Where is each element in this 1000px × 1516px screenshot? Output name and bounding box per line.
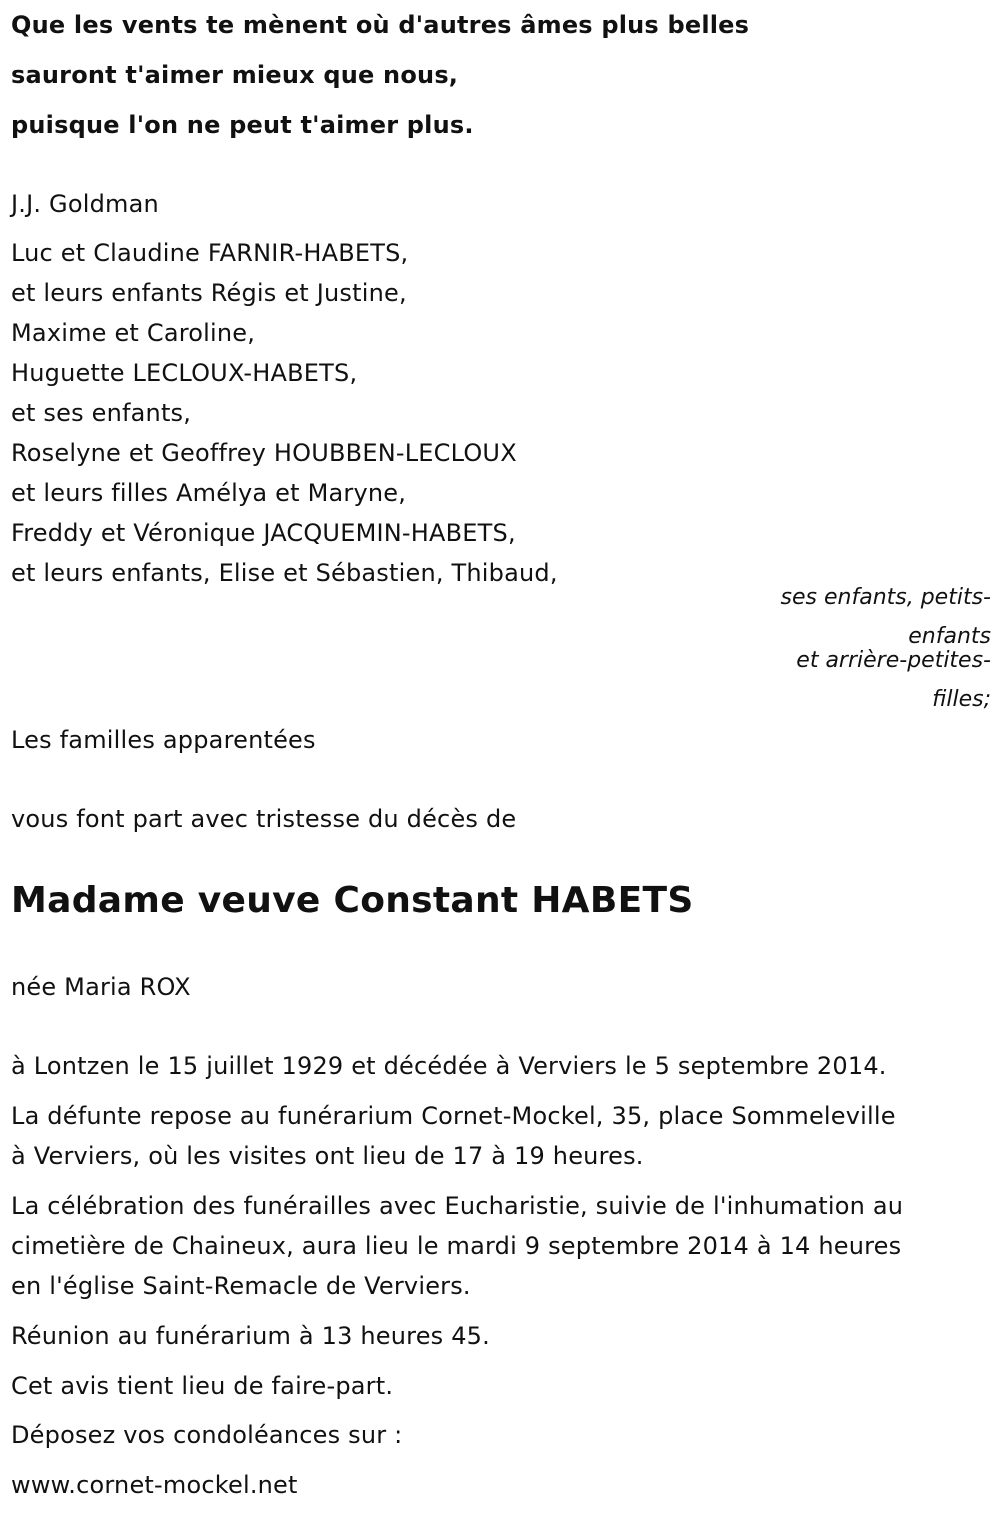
family-line: Huguette LECLOUX-HABETS, (11, 359, 358, 387)
notice-info: Cet avis tient lieu de faire-part. (11, 1372, 394, 1400)
family-line: Maxime et Caroline, (11, 319, 256, 347)
ceremony-info-line-2: cimetière de Chaineux, aura lieu le mardi 9 septembre 2014 à 14 heures (11, 1232, 902, 1260)
ceremony-info-line-1: La célébration des funérailles avec Eucharistie, suivie de l'inhumation au (11, 1192, 904, 1220)
relation-line-4: filles; (932, 687, 991, 712)
birth-death-info: à Lontzen le 15 juillet 1929 et décédée à Verviers le 5 septembre 2014. (11, 1052, 887, 1080)
website-link[interactable]: www.cornet-mockel.net (11, 1471, 298, 1499)
family-line: et leurs filles Amélya et Maryne, (11, 479, 407, 507)
relation-line-1: ses enfants, petits- (780, 585, 991, 610)
family-line: et ses enfants, (11, 399, 192, 427)
condolences-info: Déposez vos condoléances sur : (11, 1421, 403, 1449)
quote-line-2: sauront t'aimer mieux que nous, (11, 61, 459, 89)
relation-line-3: et arrière-petites- (796, 648, 991, 673)
family-line: Freddy et Véronique JACQUEMIN-HABETS, (11, 519, 516, 547)
family-line: et leurs enfants Régis et Justine, (11, 279, 407, 307)
repose-info-line-2: à Verviers, où les visites ont lieu de 17 à 19 heures. (11, 1142, 644, 1170)
ceremony-info-line-3: en l'église Saint-Remacle de Verviers. (11, 1272, 471, 1300)
announcement: vous font part avec tristesse du décès de (11, 805, 517, 833)
quote-line-1: Que les vents te mènent où d'autres âmes plus belles (11, 11, 750, 39)
birth-name: née Maria ROX (11, 973, 191, 1001)
quote-line-3: puisque l'on ne peut t'aimer plus. (11, 111, 474, 139)
quote-author: J.J. Goldman (11, 190, 159, 218)
deceased-name: Madame veuve Constant HABETS (11, 880, 694, 921)
relation-line-2: enfants (908, 624, 991, 649)
related-families: Les familles apparentées (11, 726, 316, 754)
family-line: Roselyne et Geoffrey HOUBBEN-LECLOUX (11, 439, 517, 467)
meeting-info: Réunion au funérarium à 13 heures 45. (11, 1322, 490, 1350)
family-line: et leurs enfants, Elise et Sébastien, Thibaud, (11, 559, 558, 587)
family-line: Luc et Claudine FARNIR-HABETS, (11, 239, 409, 267)
repose-info-line-1: La défunte repose au funérarium Cornet-Mockel, 35, place Sommeleville (11, 1102, 896, 1130)
